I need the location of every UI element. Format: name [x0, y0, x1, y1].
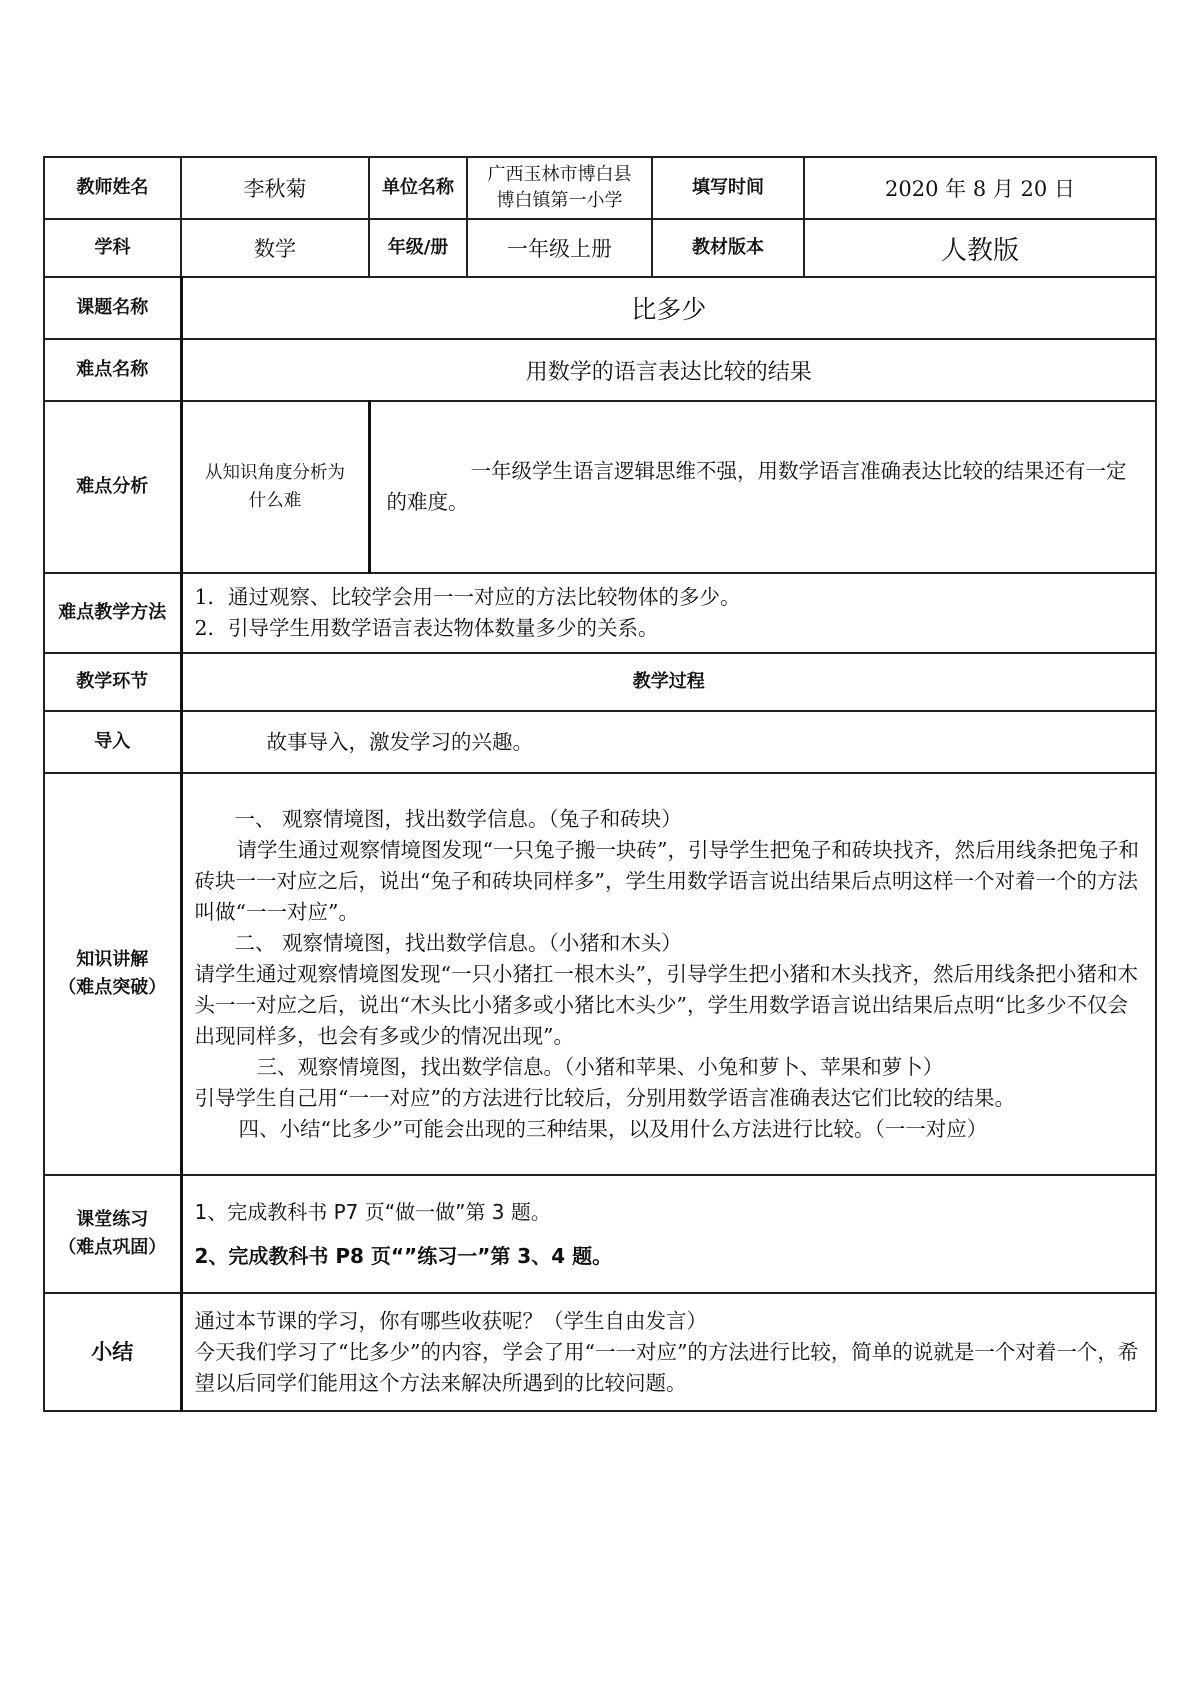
process-stage-label: 教学环节: [44, 653, 181, 711]
knowledge-step3-text: 引导学生自己用“一一对应”的方法进行比较后，分别用数学语言准确表达它们比较的结果。: [194, 1085, 1015, 1110]
topic-row: [44, 277, 1156, 339]
summary-line2: 今天我们学习了“比多少”的内容，学会了用“一一对应”的方法进行比较，简单的说就是一个对着一个，希望以后同学们能用这个方法来解决所遇到的比较问题。: [194, 1339, 1139, 1395]
info-row-2: [44, 219, 1156, 277]
teacher-label: 教师姓名: [44, 157, 181, 219]
intro-label: 导入: [44, 711, 181, 773]
analysis-sub-label-line2: 什么难: [248, 491, 302, 511]
knowledge-label-line1: 知识讲解: [76, 949, 149, 970]
topic-label: 课题名称: [44, 277, 181, 339]
knowledge-step4-text: 四、小结“比多少”可能会出现的三种结果，以及用什么方法进行比较。（一一对应）: [238, 1116, 988, 1141]
knowledge-row: [44, 773, 1156, 1175]
teacher-value: 李秋菊: [181, 157, 369, 219]
difficulty-label: 难点名称: [44, 339, 181, 401]
knowledge-cell: [181, 773, 1156, 1175]
subject-value: 数学: [181, 219, 369, 277]
intro-row: [44, 711, 1156, 773]
topic-value: 比多少: [181, 277, 1156, 339]
grade-value: 一年级上册: [467, 219, 652, 277]
unit-value-line1: 广西玉林市博白县: [487, 164, 632, 185]
subject-label: 学科: [44, 219, 181, 277]
date-label: 填写时间: [652, 157, 804, 219]
grade-label: 年级/册: [369, 219, 467, 277]
summary-row: [44, 1293, 1156, 1411]
edition-label: 教材版本: [652, 219, 804, 277]
intro-cell: [181, 711, 1156, 773]
process-title: 教学过程: [181, 653, 1156, 711]
practice-item-2: 2、完成教科书 P8 页“”练习一”第 3、4 题。: [194, 1244, 613, 1268]
info-row-1: [44, 157, 1156, 219]
analysis-sub-label: [181, 401, 369, 573]
knowledge-step1-title: 一、 观察情境图，找出数学信息。（兔子和砖块）: [234, 806, 682, 831]
practice-cell: [181, 1175, 1156, 1293]
unit-value-line2: 博白镇第一小学: [496, 190, 623, 211]
analysis-text-cell: [369, 401, 1156, 573]
method-cell: [181, 573, 1156, 653]
difficulty-row: [44, 339, 1156, 401]
analysis-label: 难点分析: [44, 401, 181, 573]
practice-label-line1: 课堂练习: [76, 1209, 149, 1230]
method-item-2: 2．引导学生用数学语言表达物体数量多少的关系。: [194, 616, 659, 640]
analysis-sub-label-line1: 从知识角度分析为: [205, 463, 345, 483]
intro-text: 故事导入，激发学习的兴趣。: [266, 729, 533, 754]
difficulty-value: 用数学的语言表达比较的结果: [181, 339, 1156, 401]
knowledge-step1-text: 请学生通过观察情境图发现“一只兔子搬一块砖”，引导学生把兔子和砖块找齐，然后用线条把兔子和砖块一一对应之后，说出“兔子和砖块同样多”，学生用数学语言说出结果后点明这样一个对着一个的方法叫做“一一对应”。: [194, 837, 1139, 924]
knowledge-step2-title: 二、 观察情境图，找出数学信息。（小猪和木头）: [234, 930, 682, 955]
practice-item-1: 1、完成教科书 P7 页“做一做”第 3 题。: [194, 1200, 551, 1224]
method-label: 难点教学方法: [44, 573, 181, 653]
practice-label-line2: （难点巩固）: [58, 1237, 167, 1258]
analysis-text: 一年级学生语言逻辑思维不强，用数学语言准确表达比较的结果还有一定的难度。: [386, 459, 1127, 514]
edition-value: 人教版: [804, 219, 1156, 277]
knowledge-step3-title: 三、观察情境图，找出数学信息。（小猪和苹果、小兔和萝卜、苹果和萝卜）: [256, 1054, 944, 1079]
process-header-row: [44, 653, 1156, 711]
knowledge-label: [44, 773, 181, 1175]
date-value: 2020 年 8 月 20 日: [804, 157, 1156, 219]
knowledge-label-line2: （难点突破）: [58, 977, 167, 998]
method-row: [44, 573, 1156, 653]
summary-cell: [181, 1293, 1156, 1411]
summary-line1: 通过本节课的学习，你有哪些收获呢？（学生自由发言）: [194, 1308, 707, 1333]
lesson-plan-table: [43, 156, 1157, 1412]
summary-label: 小结: [44, 1293, 181, 1411]
unit-value: [467, 157, 652, 219]
practice-row: [44, 1175, 1156, 1293]
knowledge-step2-text: 请学生通过观察情境图发现“一只小猪扛一根木头”，引导学生把小猪和木头找齐，然后用线条把小猪和木头一一对应之后，说出“木头比小猪多或小猪比木头少”，学生用数学语言说出结果后点明“比多少不仅会出现同样多，也会有多或少的情况出现”。: [194, 961, 1138, 1048]
unit-label: 单位名称: [369, 157, 467, 219]
practice-label: [44, 1175, 181, 1293]
analysis-row: [44, 401, 1156, 573]
method-item-1: 1．通过观察、比较学会用一一对应的方法比较物体的多少。: [194, 585, 741, 609]
